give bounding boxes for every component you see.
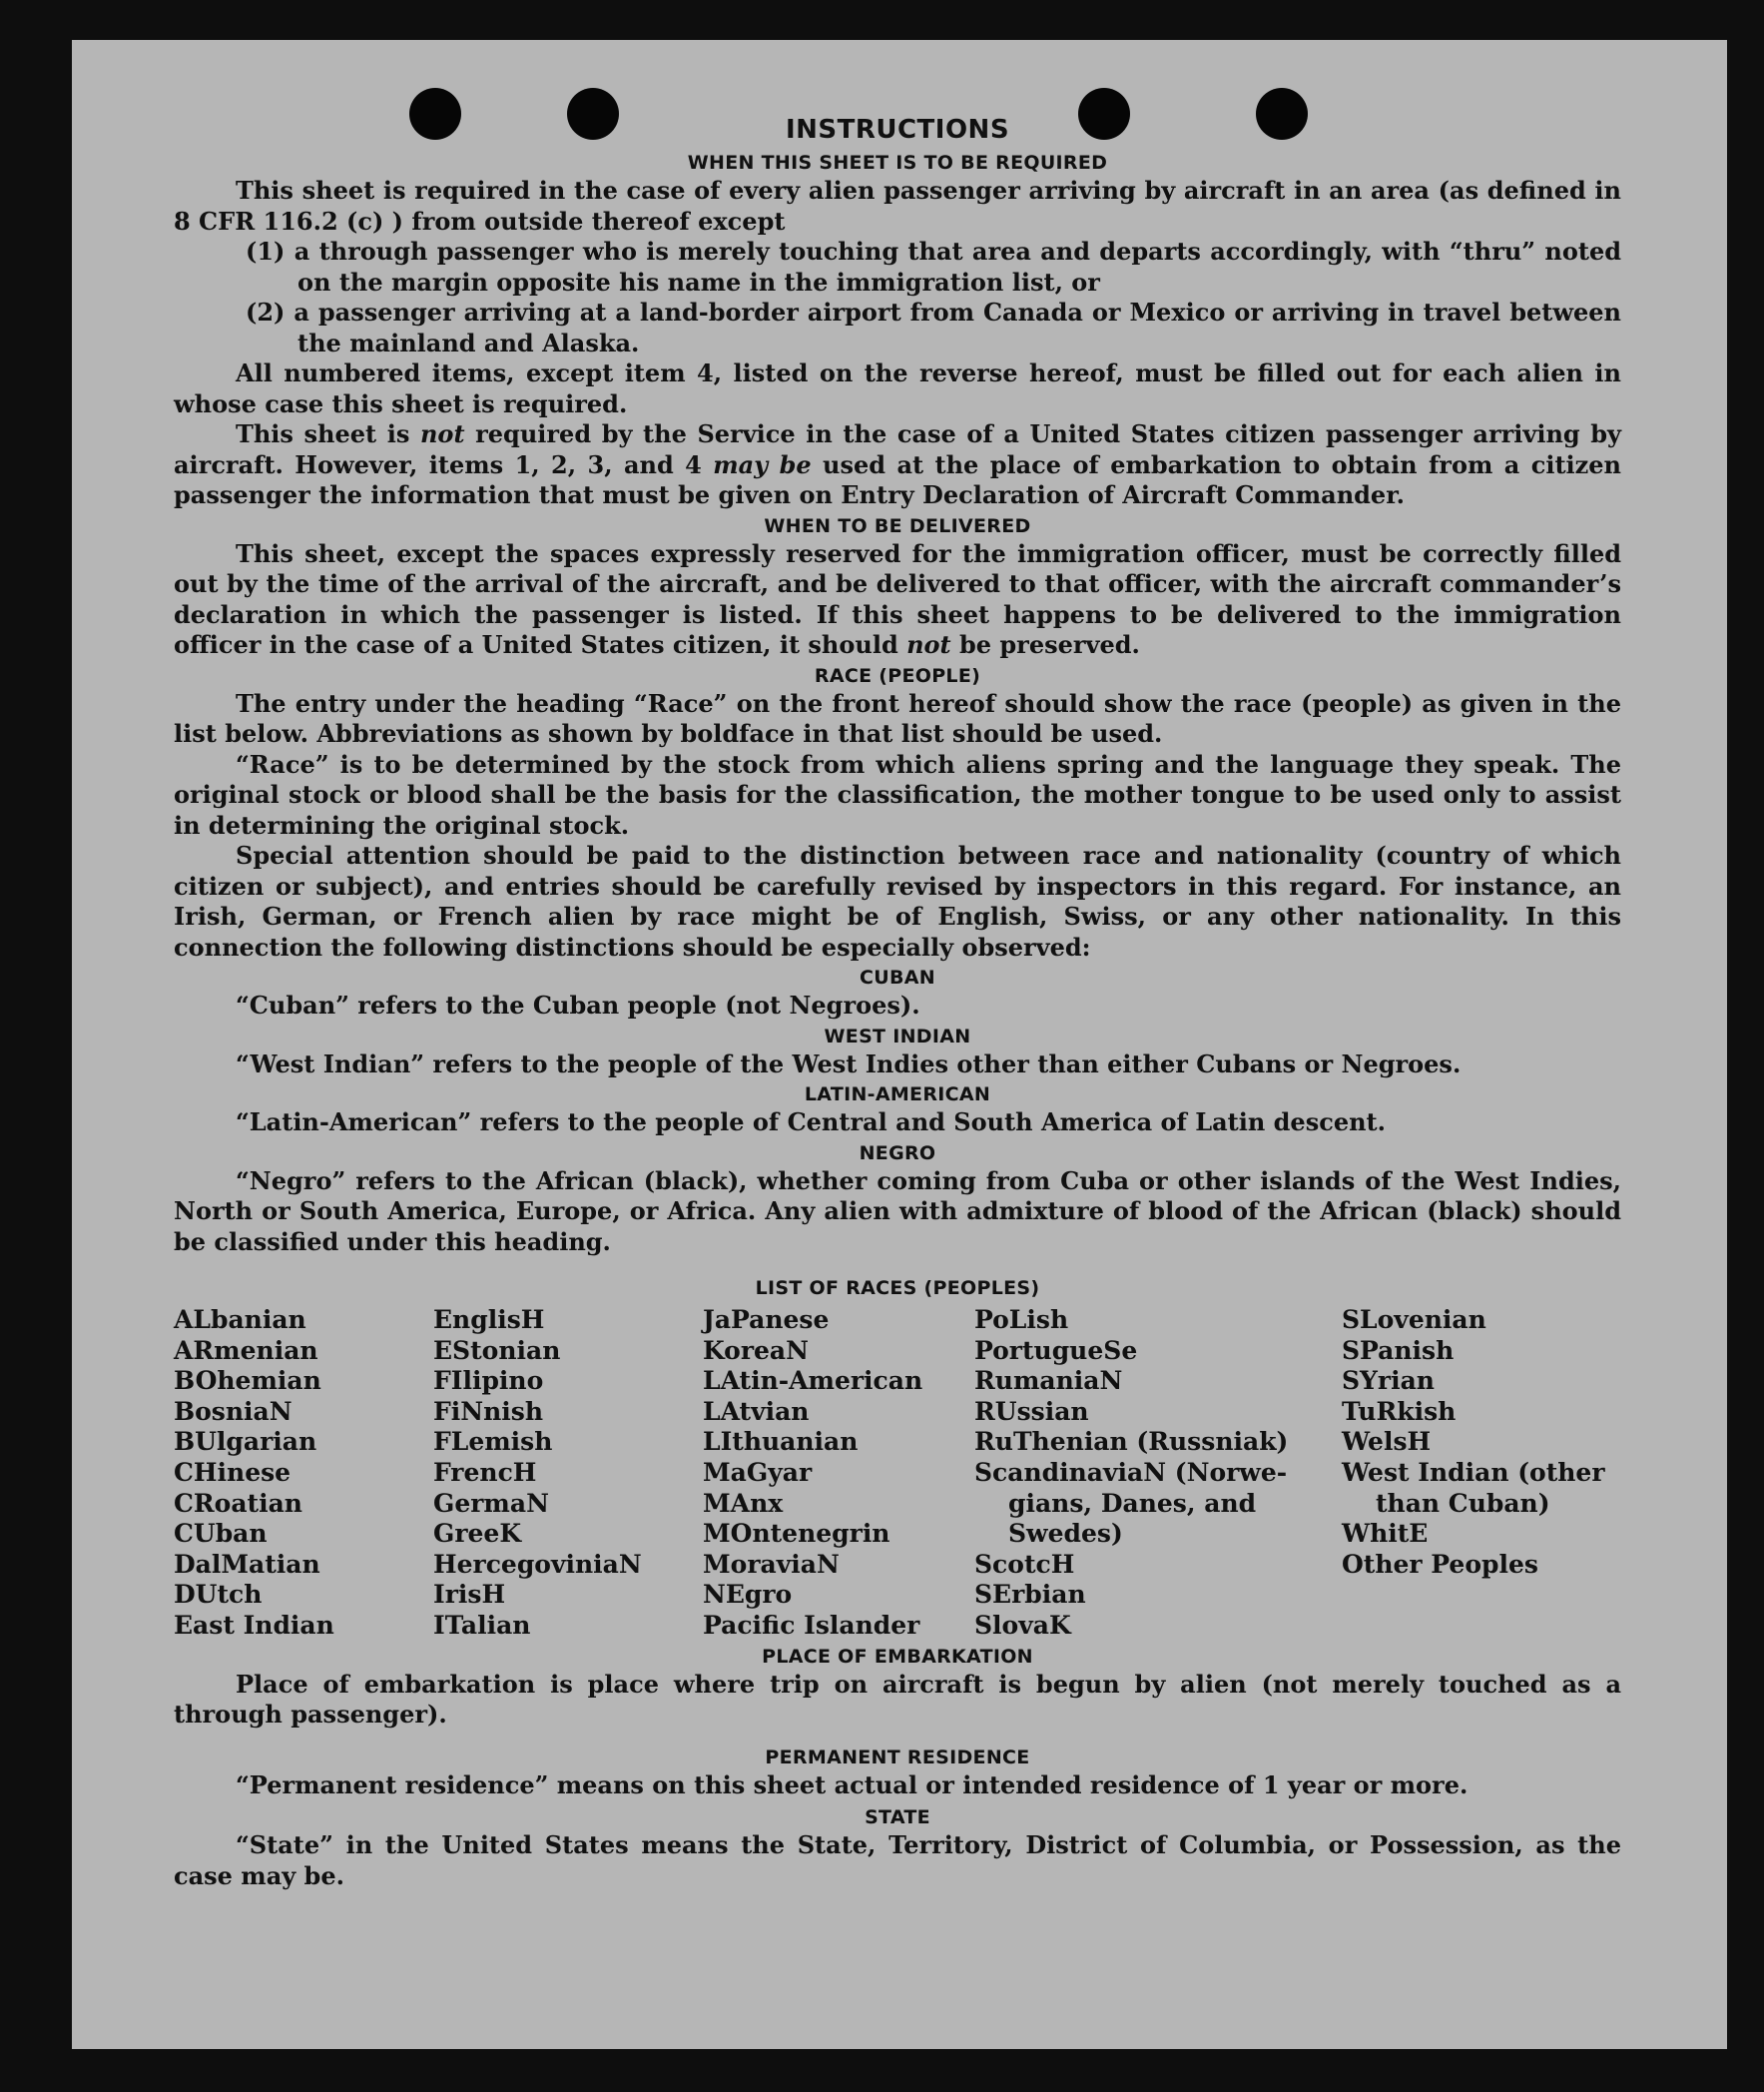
race-item: ScandinaviaN (Norwe- [974, 1457, 1288, 1487]
instructions-content [174, 112, 1621, 1891]
race-item: ScotcH [974, 1549, 1075, 1579]
race-para-3: Special attention should be paid to the distinction between race and nationality (country of which citizen or subject), and entries should be carefully revised by inspectors in this regard. For instance, an Irish, German, or French alien by race might be of English, Swiss, or any other nationality. In this connection the following distinctions should be especially observed: [174, 841, 1621, 962]
race-para-1: The entry under the heading “Race” on the front hereof should show the race (people) as given in the list below. Abbreviations as shown by boldface in that list should be used. [174, 688, 1621, 748]
race-item: RuThenian (Russniak) [974, 1427, 1289, 1457]
race-item: KoreaN [703, 1335, 809, 1365]
heading-latin-american: LATIN-AMERICAN [804, 1083, 991, 1105]
race-item: ALbanian [174, 1305, 306, 1334]
race-item: GreeK [433, 1519, 522, 1549]
race-item: WhitE [1342, 1519, 1429, 1549]
race-item: BOhemian [174, 1366, 321, 1396]
required-para-3: This sheet is not required by the Service in the case of a United States citizen passenger arriving by aircraft. However, items 1, 2, 3, and 4 may be used at the place of embarkation to obtain from a citizen passenger the information that must be given on Entry Declaration of Aircraft Commander. [174, 419, 1622, 509]
race-item: MOntenegrin [703, 1519, 890, 1549]
race-item: JaPanese [703, 1305, 830, 1334]
race-item: GermaN [433, 1488, 549, 1518]
heading-required: WHEN THIS SHEET IS TO BE REQUIRED [687, 152, 1108, 174]
required-para-2: All numbered items, except item 4, listed on the reverse hereof, must be filled out for each alien in whose case this sheet is required. [174, 358, 1621, 418]
race-item: SErbian [974, 1580, 1086, 1610]
race-item: IrisH [433, 1580, 506, 1610]
race-item: FIlipino [433, 1366, 544, 1396]
race-item: BosniaN [174, 1396, 293, 1426]
heading-negro: NEGRO [859, 1141, 936, 1164]
negro-text: “Negro” refers to the African (black), whether coming from Cuba or other islands of the West Indies, North or South America, Europe, or Africa. Any alien with admixture of blood of the African (black) should be classified under this heading. [174, 1165, 1621, 1256]
west-indian-text: “West Indian” refers to the people of the West Indies other than either Cubans or Negroes. [236, 1048, 1462, 1078]
race-item: LAtvian [703, 1396, 810, 1426]
race-item: gians, Danes, and [1008, 1488, 1257, 1518]
race-item: SLovenian [1342, 1305, 1486, 1334]
race-item: CUban [174, 1519, 268, 1549]
embarkation-text: Place of embarkation is place where trip on aircraft is begun by alien (not merely touched as a through passenger). [174, 1669, 1621, 1730]
races-column [974, 1305, 1342, 1642]
race-item: than Cuban) [1376, 1488, 1550, 1518]
race-item: DUtch [174, 1580, 263, 1610]
state-text: “State” in the United States means the State, Territory, District of Columbia, or Possession, as the case may be. [174, 1830, 1621, 1890]
heading-race: RACE (PEOPLE) [814, 664, 981, 687]
race-item: RumaniaN [974, 1366, 1123, 1396]
race-item: CRoatian [174, 1488, 302, 1518]
race-item: MAnx [703, 1488, 784, 1518]
race-item: West Indian (other [1342, 1457, 1605, 1487]
heading-cuban: CUBAN [860, 967, 935, 989]
page-title: INSTRUCTIONS [785, 115, 1010, 145]
heading-delivered: WHEN TO BE DELIVERED [764, 514, 1031, 537]
required-item-1: (1) a through passenger who is merely touching that area and departs accordingly, with “thru” noted on the margin opposite his name in the immigration list, or [246, 237, 1621, 297]
races-column [703, 1305, 974, 1642]
races-column [1342, 1305, 1621, 1642]
heading-west-indian: WEST INDIAN [824, 1025, 971, 1047]
race-item: HercegoviniaN [433, 1549, 642, 1579]
heading-embarkation: PLACE OF EMBARKATION [762, 1645, 1033, 1668]
race-item: ARmenian [174, 1335, 318, 1365]
required-intro: This sheet is required in the case of every alien passenger arriving by aircraft in an area (as defined in 8 CFR 116.2 (c) ) from outside thereof except [174, 176, 1621, 236]
race-item: DalMatian [174, 1549, 320, 1579]
race-item: SlovaK [974, 1610, 1071, 1640]
race-item: SYrian [1342, 1366, 1435, 1396]
race-item: WelsH [1342, 1427, 1432, 1457]
document-sheet [72, 40, 1727, 2049]
race-item: PortugueSe [974, 1335, 1138, 1365]
cuban-text: “Cuban” refers to the Cuban people (not Negroes). [236, 991, 920, 1020]
race-item: FiNnish [433, 1396, 544, 1426]
race-item: Pacific Islander [703, 1610, 920, 1640]
race-item: PoLish [974, 1305, 1069, 1334]
race-item: MoraviaN [703, 1549, 840, 1579]
race-item: EnglisH [433, 1305, 545, 1334]
race-para-2: “Race” is to be determined by the stock from which aliens spring and the language they speak. The original stock or blood shall be the basis for the classification, the mother tongue to be used only to assist in determining the original stock. [174, 749, 1621, 840]
races-column [433, 1305, 703, 1642]
race-item: LAtin-American [703, 1366, 923, 1396]
race-item: NEgro [703, 1580, 793, 1610]
latin-american-text: “Latin-American” refers to the people of Central and South America of Latin descent. [236, 1107, 1386, 1136]
race-item: RUssian [974, 1396, 1089, 1426]
heading-permanent-residence: PERMANENT RESIDENCE [765, 1745, 1030, 1768]
race-item: EStonian [433, 1335, 561, 1365]
race-item: CHinese [174, 1457, 292, 1487]
heading-state: STATE [865, 1806, 930, 1829]
race-item: East Indian [174, 1610, 334, 1640]
heading-races-list: LIST OF RACES (PEOPLES) [755, 1277, 1040, 1299]
race-item: Other Peoples [1342, 1549, 1538, 1579]
race-item: SPanish [1342, 1335, 1455, 1365]
race-item: TuRkish [1342, 1396, 1457, 1426]
residence-text: “Permanent residence” means on this sheet actual or intended residence of 1 year or more. [236, 1769, 1469, 1799]
races-list [174, 1305, 1621, 1642]
race-item: Swedes) [1008, 1519, 1123, 1549]
race-item: LIthuanian [703, 1427, 859, 1457]
race-item: FLemish [433, 1427, 553, 1457]
race-item: FrencH [433, 1457, 537, 1487]
race-item: BUlgarian [174, 1427, 317, 1457]
race-item: MaGyar [703, 1457, 813, 1487]
required-item-2: (2) a passenger arriving at a land-border airport from Canada or Mexico or arriving in travel between the mainland and Alaska. [246, 298, 1621, 357]
race-item: ITalian [433, 1610, 531, 1640]
delivered-text: This sheet, except the spaces expressly reserved for the immigration officer, must be correctly filled out by the time of the arrival of the aircraft, and be delivered to that officer, with the aircraft commander’s declaration in which the passenger is listed. If this sheet happens to be delivered to the immigration officer in the case of a United States citizen, it should not be preserved. [174, 538, 1621, 659]
races-column [174, 1305, 433, 1642]
